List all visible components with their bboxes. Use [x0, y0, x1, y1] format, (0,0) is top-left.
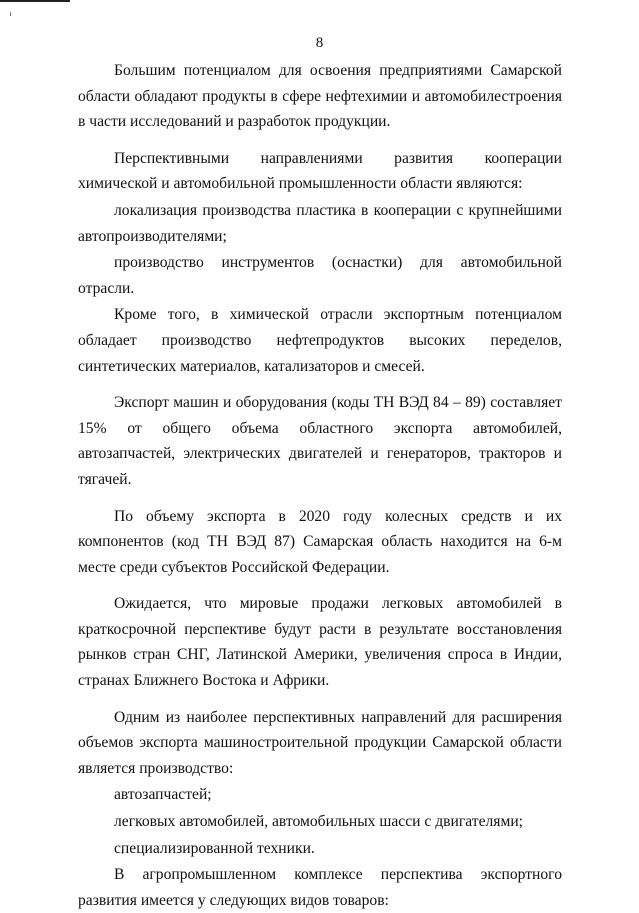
- scan-edge-mark: [0, 0, 70, 2]
- paragraph-petrochem-potential: Большим потенциалом для освоения предприятиями Самарской области обладают продукты в сфере нефтехимии и автомобилестроения в части исследований и разработок продукции.: [78, 62, 562, 131]
- document-body: [78, 58, 562, 913]
- list-item-special-machinery: специализированной техники.: [114, 839, 315, 857]
- page-number: 8: [315, 35, 324, 51]
- paragraph-agro-export: В агропромышленном комплексе перспектива экспортного развития имеется у следующих видов товаров:: [78, 866, 562, 909]
- list-item-cars-chassis: легковых автомобилей, автомобильных шасси с двигателями;: [114, 813, 523, 831]
- list-item-tooling: производство инструментов (оснастки) для автомобильной отрасли.: [78, 254, 562, 297]
- paragraph-car-sales-forecast: Ожидается, что мировые продажи легковых автомобилей в краткосрочной перспективе будут расти в результате восстановления рынков стран СНГ, Латинской Америки, увеличения спроса в Индии, странах Ближнего Востока и Африки.: [78, 595, 562, 690]
- paragraph-machinery-export: Экспорт машин и оборудования (коды ТН ВЭД 84 – 89) составляет 15% от общего объема областного экспорта автомобилей, автозапчастей, электрических двигателей и генераторов, тракторов и тягачей.: [78, 394, 562, 488]
- paragraph-chemical-export: Кроме того, в химической отрасли экспортным потенциалом обладает производство нефтепродуктов высоких переделов, синтетических материалов, катализаторов и смесей.: [78, 306, 562, 375]
- list-item-auto-parts: автозапчастей;: [114, 786, 212, 804]
- paragraph-promising-directions: Одним из наиболее перспективных направлений для расширения объемов экспорта машиностроительной продукции Самарской области является производство:: [78, 708, 562, 777]
- paragraph-vehicle-ranking: По объему экспорта в 2020 году колесных средств и их компонентов (код ТН ВЭД 87) Самарская область находится на 6-м месте среди субъектов Российской Федерации.: [78, 507, 562, 576]
- list-item-plastic-localization: локализация производства пластика в кооперации с крупнейшими автопроизводителями;: [78, 201, 562, 245]
- paragraph-cooperation-directions: Перспективными направлениями развития кооперации химической и автомобильной промышленности области являются:: [78, 149, 562, 193]
- scan-speck: [10, 12, 11, 16]
